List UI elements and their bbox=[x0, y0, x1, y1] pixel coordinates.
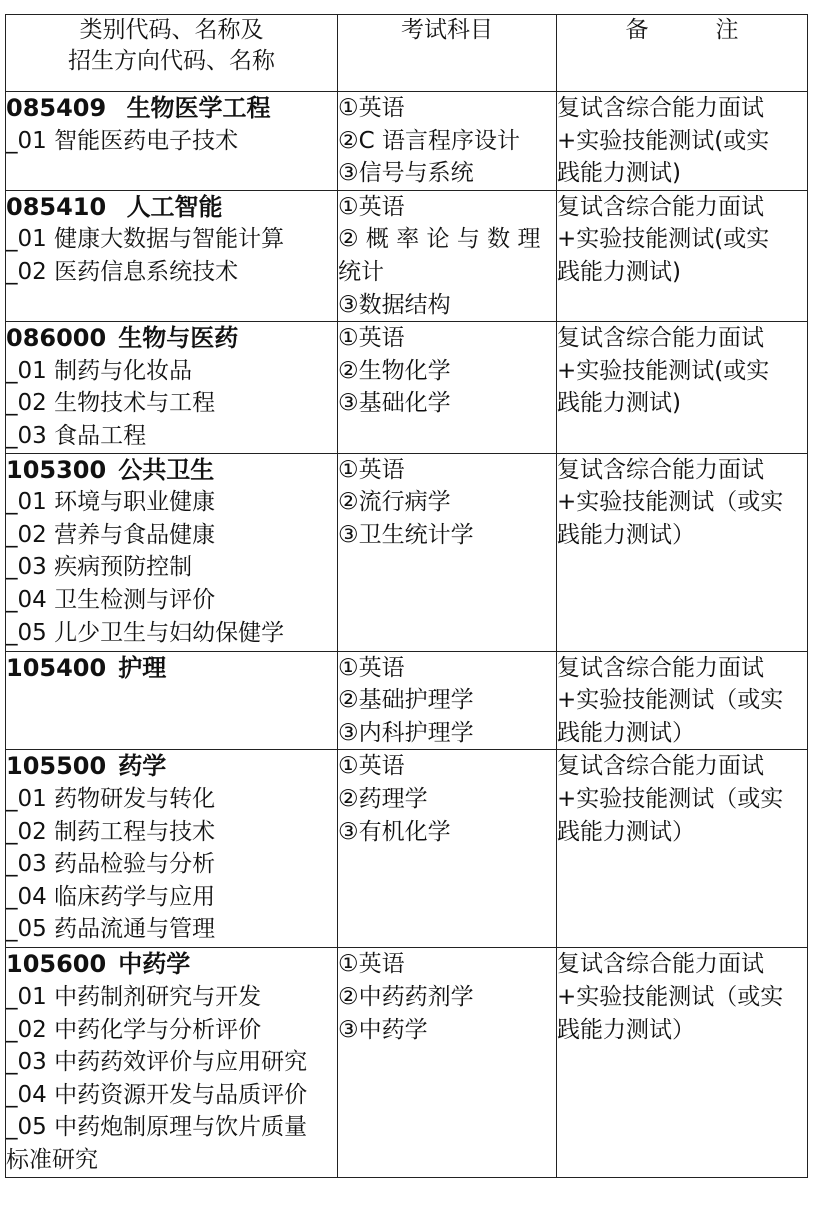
direction-item: _02 营养与食品健康 bbox=[6, 521, 216, 548]
admissions-table bbox=[5, 14, 808, 1178]
subject-item: ②基础护理学 bbox=[338, 687, 474, 714]
subjects-cell bbox=[338, 92, 557, 191]
subject-item: ②C 语言程序设计 bbox=[338, 127, 520, 154]
table-row bbox=[6, 322, 808, 453]
direction-item: _01 中药制剂研究与开发 bbox=[6, 983, 262, 1010]
subject-item: ②药理学 bbox=[338, 785, 428, 812]
major-name: 人工智能 bbox=[126, 192, 223, 221]
major-heading bbox=[6, 652, 337, 685]
note-line: 复试含综合能力面试 bbox=[557, 95, 764, 121]
note-cell bbox=[557, 453, 808, 651]
direction-item: _01 智能医药电子技术 bbox=[6, 127, 239, 154]
direction-item: _04 卫生检测与评价 bbox=[6, 586, 216, 613]
direction-item: _02 生物技术与工程 bbox=[6, 390, 216, 417]
direction-item: _05 儿少卫生与妇幼保健学 bbox=[6, 619, 285, 646]
major-cell bbox=[6, 92, 338, 191]
major-cell bbox=[6, 453, 338, 651]
major-name: 公共卫生 bbox=[118, 455, 215, 484]
major-name: 生物与医药 bbox=[118, 324, 239, 353]
note-cell bbox=[557, 322, 808, 453]
subject-item: ①英语 bbox=[338, 753, 405, 780]
major-code: 105400 bbox=[6, 653, 107, 682]
table-row bbox=[6, 92, 808, 191]
table-row bbox=[6, 948, 808, 1178]
note-line: +实验技能测试（或实 bbox=[557, 687, 784, 714]
subject-item: ①英语 bbox=[338, 456, 405, 483]
note-cell bbox=[557, 651, 808, 750]
note-line: 复试含综合能力面试 bbox=[557, 753, 764, 780]
note-line: 践能力测试） bbox=[557, 521, 695, 548]
note-cell bbox=[557, 190, 808, 321]
subjects-cell bbox=[338, 750, 557, 948]
note-cell bbox=[557, 948, 808, 1178]
header-major-line1: 类别代码、名称及 bbox=[79, 17, 264, 43]
direction-item: _03 食品工程 bbox=[6, 422, 147, 449]
direction-item: _04 中药资源开发与品质评价 bbox=[6, 1081, 308, 1108]
subject-item: ①英语 bbox=[338, 95, 405, 121]
note-line: 践能力测试） bbox=[557, 818, 695, 845]
major-cell bbox=[6, 750, 338, 948]
direction-item: _01 健康大数据与智能计算 bbox=[6, 226, 285, 253]
major-heading bbox=[6, 92, 337, 125]
direction-item: _02 中药化学与分析评价 bbox=[6, 1016, 262, 1043]
direction-item: _03 中药药效评价与应用研究 bbox=[6, 1049, 308, 1076]
subject-item: 统计 bbox=[338, 258, 384, 285]
direction-item: 标准研究 bbox=[6, 1146, 98, 1173]
direction-item: _01 药物研发与转化 bbox=[6, 785, 216, 812]
subject-item: ②生物化学 bbox=[338, 357, 451, 384]
subject-item: ①英语 bbox=[338, 951, 405, 978]
header-subjects-cell: 考试科目 bbox=[338, 15, 557, 92]
subject-item: ①英语 bbox=[338, 654, 405, 681]
note-cell bbox=[557, 750, 808, 948]
major-name: 中药学 bbox=[118, 950, 191, 979]
major-cell bbox=[6, 948, 338, 1178]
subject-item: ② 概 率 论 与 数 理 bbox=[338, 226, 541, 253]
subject-item: ①英语 bbox=[338, 193, 405, 220]
note-line: +实验技能测试(或实 bbox=[557, 127, 770, 154]
note-line: 复试含综合能力面试 bbox=[557, 654, 764, 681]
major-code: 085410 bbox=[6, 192, 107, 221]
direction-item: _04 临床药学与应用 bbox=[6, 883, 216, 910]
major-cell bbox=[6, 651, 338, 750]
note-line: +实验技能测试（或实 bbox=[557, 983, 784, 1010]
direction-item: _02 制药工程与技术 bbox=[6, 818, 216, 845]
note-line: 复试含综合能力面试 bbox=[557, 951, 764, 978]
subjects-cell bbox=[338, 948, 557, 1178]
major-name: 药学 bbox=[118, 752, 167, 781]
note-line: +实验技能测试(或实 bbox=[557, 226, 770, 253]
direction-item: _05 中药炮制原理与饮片质量 bbox=[6, 1114, 308, 1141]
subject-item: ③卫生统计学 bbox=[338, 521, 474, 548]
major-name: 护理 bbox=[118, 653, 167, 682]
admissions-catalog-page bbox=[5, 14, 807, 1186]
major-heading bbox=[6, 948, 337, 981]
subject-item: ③基础化学 bbox=[338, 390, 451, 417]
subjects-cell bbox=[338, 322, 557, 453]
subject-item: ②流行病学 bbox=[338, 489, 451, 516]
note-line: +实验技能测试（或实 bbox=[557, 489, 784, 516]
table-row bbox=[6, 453, 808, 651]
note-line: 复试含综合能力面试 bbox=[557, 325, 764, 352]
major-code: 105600 bbox=[6, 950, 107, 979]
subject-item: ③中药学 bbox=[338, 1016, 428, 1043]
note-line: +实验技能测试（或实 bbox=[557, 785, 784, 812]
subject-item: ③信号与系统 bbox=[338, 160, 474, 187]
note-line: 践能力测试) bbox=[557, 160, 681, 187]
note-line: 践能力测试） bbox=[557, 1016, 695, 1043]
direction-item: _02 医药信息系统技术 bbox=[6, 258, 239, 285]
subject-item: ③有机化学 bbox=[338, 818, 451, 845]
major-code: 086000 bbox=[6, 324, 107, 353]
header-notes-label: 备 注 bbox=[625, 17, 761, 43]
direction-item: _03 药品检验与分析 bbox=[6, 851, 216, 878]
major-code: 105300 bbox=[6, 455, 107, 484]
note-line: 复试含综合能力面试 bbox=[557, 193, 764, 220]
subject-item: ①英语 bbox=[338, 325, 405, 352]
direction-item: _01 制药与化妆品 bbox=[6, 357, 193, 384]
note-line: +实验技能测试(或实 bbox=[557, 357, 770, 384]
note-line: 践能力测试) bbox=[557, 390, 681, 417]
major-name: 生物医学工程 bbox=[126, 94, 271, 122]
table-header-row bbox=[6, 15, 808, 92]
header-major-cell bbox=[6, 15, 338, 92]
subjects-cell bbox=[338, 651, 557, 750]
major-heading bbox=[6, 191, 337, 224]
note-line: 践能力测试) bbox=[557, 258, 681, 285]
subjects-cell bbox=[338, 190, 557, 321]
header-notes-cell bbox=[557, 15, 808, 92]
major-heading bbox=[6, 322, 337, 355]
table-row bbox=[6, 651, 808, 750]
note-cell bbox=[557, 92, 808, 191]
major-code: 105500 bbox=[6, 752, 107, 781]
table-row bbox=[6, 750, 808, 948]
subjects-cell bbox=[338, 453, 557, 651]
major-heading bbox=[6, 454, 337, 487]
direction-item: _03 疾病预防控制 bbox=[6, 554, 193, 581]
table-row bbox=[6, 190, 808, 321]
direction-item: _01 环境与职业健康 bbox=[6, 489, 216, 516]
note-line: 践能力测试） bbox=[557, 719, 695, 746]
header-major-line2: 招生方向代码、名称 bbox=[68, 48, 275, 74]
major-cell bbox=[6, 190, 338, 321]
major-cell bbox=[6, 322, 338, 453]
major-heading bbox=[6, 750, 337, 783]
subject-item: ③内科护理学 bbox=[338, 719, 474, 746]
direction-item: _05 药品流通与管理 bbox=[6, 916, 216, 943]
note-line: 复试含综合能力面试 bbox=[557, 456, 764, 483]
subject-item: ③数据结构 bbox=[338, 291, 451, 318]
major-code: 085409 bbox=[6, 94, 107, 122]
subject-item: ②中药药剂学 bbox=[338, 983, 474, 1010]
